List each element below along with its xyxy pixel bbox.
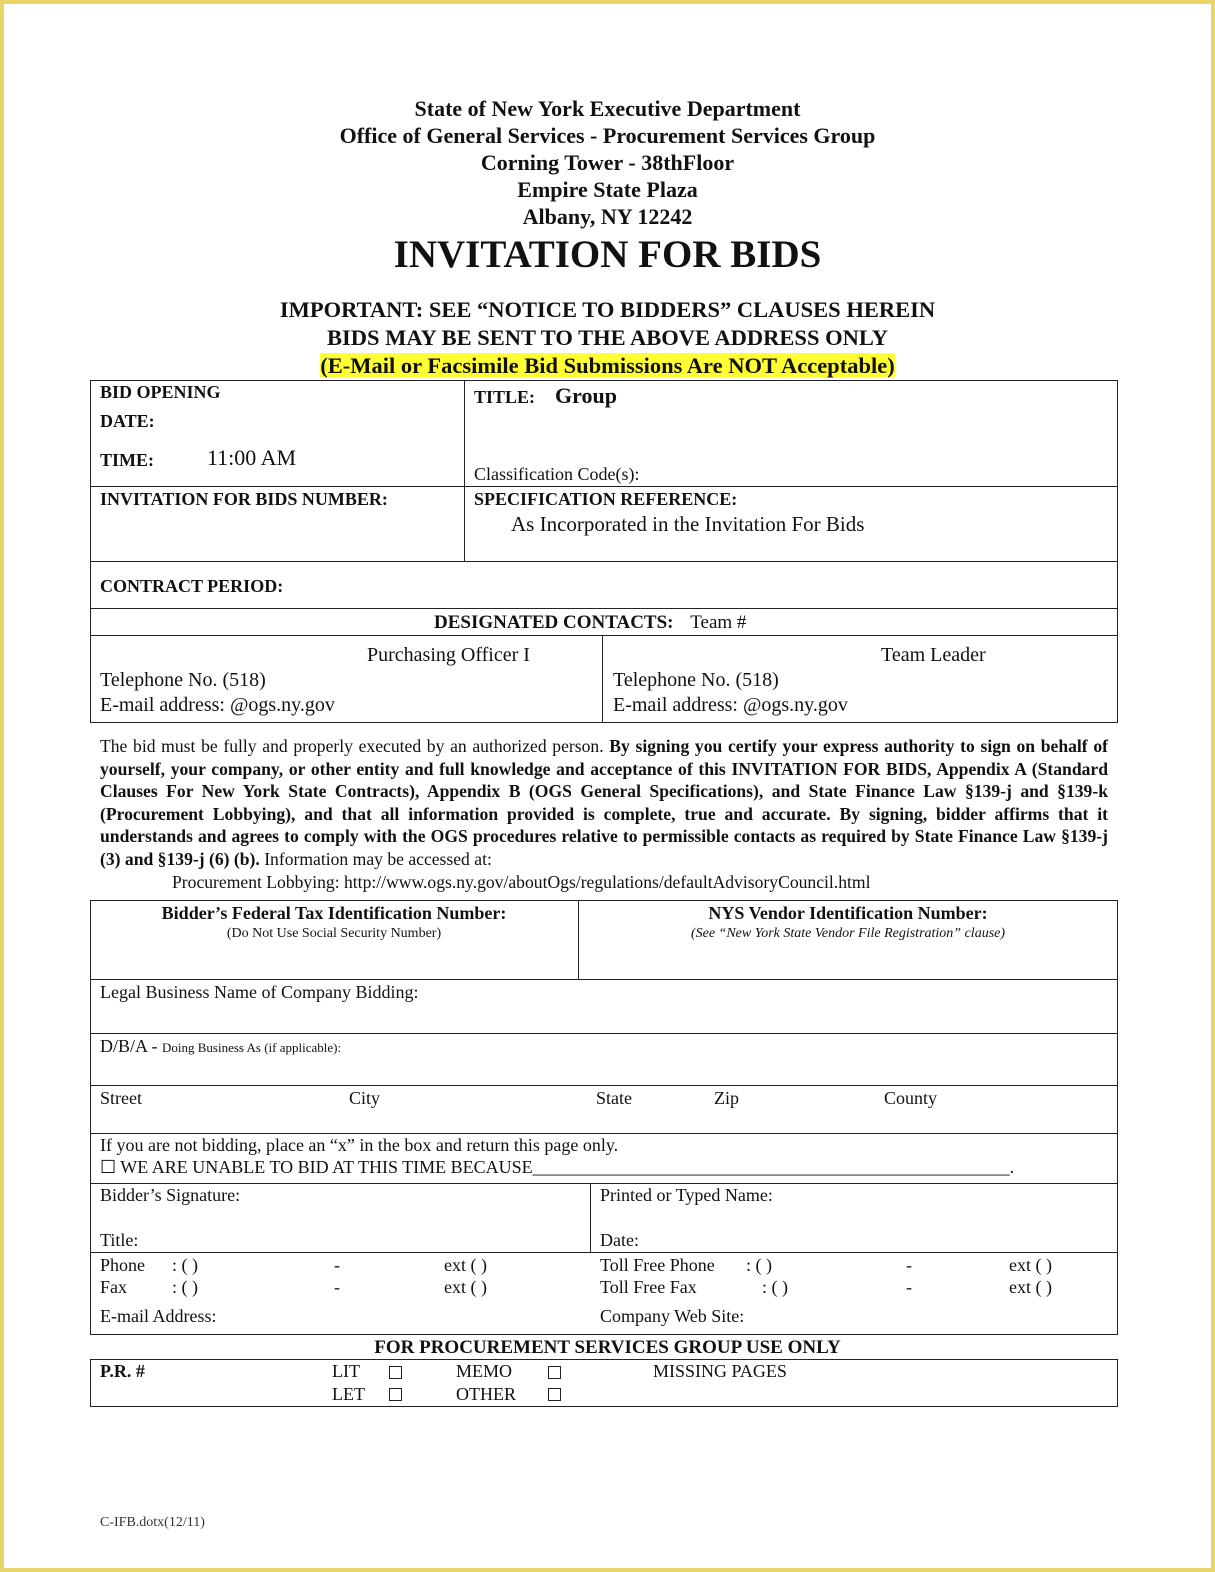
team-leader-phone: Telephone No. (518) [613,669,779,691]
vendor-id-label: NYS Vendor Identification Number: [708,903,988,923]
certification-paragraph: The bid must be fully and properly executed by an authorized person. By signing you certify your express authority to sign on behalf of yourself, your company, or other entity and full knowledge and acceptance of this INVITATION FOR BIDS, Appendix A (Standard Clauses For New York State Contracts), Appendix B (OGS General Specifications), and State Finance Law §139-j and §139-k (Procurement Lobbying), and that all information provided is complete, true and accurate. By signing, bidder affirms that it understands and agrees to comply with the OGS procedures relative to permissible contacts as required by State Finance Law §139-j (3) and §139-j (6) (b). Information may be accessed at: [100,736,1108,869]
street-label: Street [100,1088,142,1108]
unable-to-bid-checkbox[interactable]: ☐ WE ARE UNABLE TO BID AT THIS TIME BECAUSE_____________________________________________________. [100,1157,1015,1177]
header-line-2: Office of General Services - Procurement Services Group [339,123,876,148]
date-label: DATE: [100,411,155,431]
procurement-use-heading: FOR PROCUREMENT SERVICES GROUP USE ONLY [374,1337,841,1358]
printed-name-label: Printed or Typed Name: [600,1185,773,1205]
purchasing-officer-email: E-mail address: @ogs.ny.gov [100,694,335,716]
let-checkbox[interactable] [389,1388,402,1401]
let-label: LET [332,1384,365,1404]
memo-label: MEMO [456,1361,513,1381]
toll-free-fax-label: Toll Free Fax [600,1277,697,1297]
header-line-4: Empire State Plaza [517,177,698,202]
zip-label: Zip [714,1088,739,1108]
header-line-1: State of New York Executive Department [414,96,801,121]
dba-note: Doing Business As (if applicable): [162,1040,342,1055]
lit-label: LIT [332,1361,360,1381]
header-line-3: Corning Tower - 38thFloor [480,150,735,175]
bid-opening-label: BID OPENING [100,382,221,402]
federal-tax-id-note: (Do Not Use Social Security Number) [226,926,442,941]
time-value: 11:00 AM [207,445,297,470]
lobbying-link[interactable]: Procurement Lobbying: http://www.ogs.ny.gov/aboutOgs/regulations/defaultAdvisoryCouncil.html [172,872,871,892]
ifb-number-label: INVITATION FOR BIDS NUMBER: [100,489,388,509]
missing-pages-label: MISSING PAGES [653,1361,787,1381]
dba-label: D/B/A - [100,1036,163,1056]
purchasing-officer-phone: Telephone No. (518) [100,669,266,691]
company-website-label: Company Web Site: [600,1306,745,1326]
county-label: County [884,1088,938,1108]
document-page: State of New York Executive Department Office of General Services - Procurement Services Group Corning Tower - 38thFloor Empire State Plaza Albany, NY 12242 INVITATION FOR BIDS IMPORTANT: SEE “NOTICE TO BIDDERS” CLAUSES HEREIN BIDS MAY BE SENT TO THE ABOVE ADDRESS ONLY (E-Mail or Facsimile Bid Submissions Are NOT Acceptable) BID OPENING DATE: TIME: 11:00 AM TITLE: Group Classification Code(s): INVITATION FOR BIDS NUMBER: SPECIFICATION REFERENCE: As Incorporated in the Invitation For Bids CONTRACT PERIOD: DESIGNATED CONTACTS: Team # Purchasing Officer I Telephone No. (518) E-mail address: @ogs.ny.gov Team Leader Telephone No. (518) E-mail address: @ogs.ny.gov The bid must be fully and properly executed by an authorized person. By signing you certify your express authority to sign on behalf of yourself, your company, or other entity and full knowledge and acceptance of this INVITATION FOR BIDS, Appendix A (Standard Clauses For New York State Contracts), Appendix B (OGS General Specifications), and State Finance Law §139-j and §139-k (Procurement Lobbying), and that all information provided is complete, true and accurate. By signing, bidder affirms that it understands and agrees to comply with the OGS procedures relative to permissible contacts as required by State Finance Law §139-j (3) and §139-j (6) (b). Information may be accessed at: Procurement Lobbying: http://www.ogs.ny.gov/aboutOgs/regulations/defaultAdvisoryCouncil.html Bidder’s Federal Tax Identification Number: (Do Not Use Social Security Number) NYS Vendor Identification Number: (See “New York State Vendor File Registration” clause) Legal Business Name of Company Bidding: D/B/A - Doing Business As (if applicable): Street City State Zip County If you are not bidding, place an “x” in the box and return this page only. ☐ WE ARE UNABLE TO BID AT THIS TIME BECAUSE_____________________________________________________. Bidder’s Signature: Printed or Typed Name: Title: Date: Phone : ( ) - ext ( ) Fax : ( ) - ext ( ) Toll Free Phone : ( ) - ext ( ) Toll Free Fax : ( ) - ext ( ) E-mail Address: Company Web Site: FOR PROCUREMENT SERVICES GROUP USE ONLY P.R. # LIT LET MEMO OTHER MISSING PAGES C-IFB.dotx(12/11) [0,0,1215,1572]
no-email-notice: (E-Mail or Facsimile Bid Submissions Are NOT Acceptable) [320,353,895,378]
designated-contacts-label: DESIGNATED CONTACTS: [434,612,674,633]
team-leader-role: Team Leader [881,644,986,666]
toll-free-phone-label: Toll Free Phone [600,1255,715,1275]
phone-label: Phone [100,1255,145,1275]
other-checkbox[interactable] [548,1388,561,1401]
important-notice: IMPORTANT: SEE “NOTICE TO BIDDERS” CLAUSES HEREIN [279,297,936,322]
fax-label: Fax [100,1277,127,1297]
memo-checkbox[interactable] [548,1366,561,1379]
purchasing-officer-role: Purchasing Officer I [367,644,530,666]
procurement-box [90,1359,1118,1407]
address-only-notice: BIDS MAY BE SENT TO THE ABOVE ADDRESS ONLY [326,325,889,350]
not-bidding-instruction: If you are not bidding, place an “x” in the box and return this page only. [100,1135,619,1155]
form-code-footer: C-IFB.dotx(12/11) [100,1515,205,1530]
classification-label: Classification Code(s): [474,464,640,484]
team-number: Team # [690,612,747,633]
vendor-id-note: (See “New York State Vendor File Registration” clause) [690,926,1006,941]
page-title: INVITATION FOR BIDS [393,233,822,276]
spec-reference-label: SPECIFICATION REFERENCE: [474,489,738,509]
title-field-label: Title: [100,1230,139,1250]
lit-checkbox[interactable] [389,1366,402,1379]
date-field-label: Date: [600,1230,639,1250]
other-label: OTHER [456,1384,516,1404]
email-address-label: E-mail Address: [100,1306,217,1326]
spec-reference-value: As Incorporated in the Invitation For Bids [511,512,865,536]
state-label: State [596,1088,632,1108]
legal-business-name-label: Legal Business Name of Company Bidding: [100,982,419,1002]
title-label: TITLE: [474,387,536,407]
title-value: Group [555,383,617,408]
pr-number-label: P.R. # [100,1361,145,1381]
federal-tax-id-label: Bidder’s Federal Tax Identification Number: [161,903,507,923]
header-line-5: Albany, NY 12242 [522,204,693,229]
time-label: TIME: [100,450,154,470]
city-label: City [349,1088,381,1108]
bidder-signature-label: Bidder’s Signature: [100,1185,241,1205]
contract-period-label: CONTRACT PERIOD: [100,576,284,596]
team-leader-email: E-mail address: @ogs.ny.gov [613,694,848,716]
